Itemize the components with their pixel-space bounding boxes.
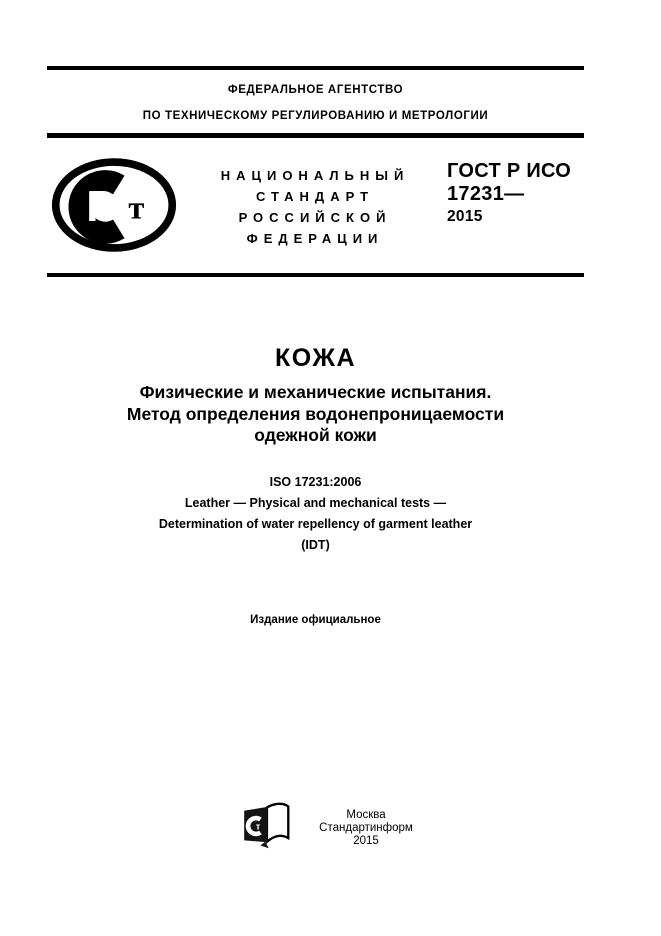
iso-reference-block [47,472,584,556]
agency-name-line-1: ФЕДЕРАЛЬНОЕ АГЕНТСТВО [227,84,404,96]
rst-certification-mark-icon [50,157,178,258]
imprint-city: Москва [346,809,386,821]
section-rule [47,273,584,277]
imprint-text [306,809,426,848]
iso-title-line: Determination of water repellency of garment leather [158,517,473,531]
header-rule [47,133,584,138]
agency-name-line-2: ПО ТЕХНИЧЕСКОМУ РЕГУЛИРОВАНИЮ И МЕТРОЛОГИИ [142,110,489,122]
official-edition-note: Издание официальное [250,614,381,626]
svg-text:т: т [255,821,261,832]
natl-title-line: СТАНДАРТ [255,189,375,204]
publisher-imprint [240,798,426,859]
iso-idt-note: (IDT) [301,538,330,552]
top-rule [47,66,584,70]
iso-title-line: Leather — Physical and mechanical tests — [184,496,447,510]
national-standard-title [190,165,440,249]
standard-designation [447,160,571,227]
svg-text:Р: Р [86,182,116,232]
imprint-publisher: Стандартинформ [319,822,413,834]
designation-line-2: 17231— [447,183,525,205]
natl-title-line: НАЦИОНАЛЬНЫЙ [220,168,410,183]
imprint-year: 2015 [353,835,379,847]
svg-text:т: т [128,190,145,227]
designation-line-1: ГОСТ Р ИСО [447,160,572,182]
natl-title-line: РОССИЙСКОЙ [238,210,392,225]
natl-title-line: ФЕДЕРАЦИИ [246,231,384,246]
iso-code: ISO 17231:2006 [269,475,362,489]
designation-year: 2015 [447,208,483,225]
subtitle-line: одежной кожи [254,425,377,445]
document-main-title: КОЖА [274,344,357,372]
subtitle-line: Физические и механические испытания. [139,382,492,402]
document-subtitle [47,382,584,447]
subtitle-line: Метод определения водонепроницаемости [126,403,505,424]
standartinform-logo-icon [240,798,292,859]
